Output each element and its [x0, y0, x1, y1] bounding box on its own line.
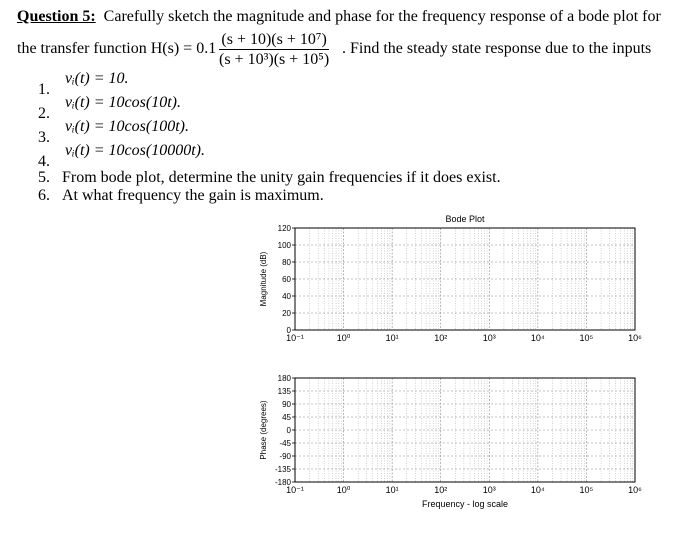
item-text: vᵢ(t) = 10cos(10t). [65, 94, 181, 111]
transfer-function-fraction [219, 30, 329, 69]
phase-x-tick-label: 10⁶ [628, 485, 642, 495]
phase-x-tick-label: 10³ [482, 485, 496, 495]
fraction-denominator: (s + 10³)(s + 10⁵) [219, 51, 330, 68]
list-item [38, 169, 501, 187]
phase-x-tick-label: 10⁵ [579, 485, 594, 495]
phase-y-tick-label: 180 [277, 374, 291, 383]
bode-plot [255, 210, 655, 515]
item-text: At what frequency the gain is maximum. [62, 187, 324, 204]
magnitude-y-tick-label: 60 [282, 275, 291, 284]
phase-y-tick-label: -180 [274, 478, 291, 487]
phase-y-tick-label: 90 [282, 400, 291, 409]
magnitude-chart-title: Bode Plot [445, 214, 485, 224]
list-item [38, 142, 205, 170]
magnitude-x-tick-label: 10⁶ [628, 333, 642, 343]
item-number: 2. [38, 105, 50, 122]
transfer-function-prefix: the transfer function H(s) = 0.1 [17, 40, 217, 57]
magnitude-x-tick-label: 10⁵ [579, 333, 594, 343]
question-label: Question 5: [17, 8, 96, 25]
phase-x-tick-label: 10¹ [385, 485, 399, 495]
item-number: 4. [38, 153, 50, 170]
item-text: vᵢ(t) = 10cos(10000t). [65, 142, 205, 159]
phase-x-axis-label: Frequency - log scale [421, 499, 509, 509]
phase-y-tick-label: -45 [279, 439, 291, 448]
phase-y-tick-label: 135 [277, 387, 291, 396]
item-text: vᵢ(t) = 10cos(100t). [65, 118, 189, 135]
list-item [38, 187, 324, 205]
item-text: vᵢ(t) = 10. [65, 70, 129, 87]
magnitude-x-tick-label: 10¹ [385, 333, 399, 343]
magnitude-y-tick-label: 0 [286, 326, 291, 335]
magnitude-y-tick-label: 40 [282, 292, 291, 301]
list-item [38, 94, 181, 122]
phase-x-tick-label: 10² [434, 485, 448, 495]
item-text: From bode plot, determine the unity gain frequencies if it does exist. [62, 169, 501, 186]
phase-y-tick-label: -90 [279, 452, 291, 461]
phase-x-tick-label: 10⁰ [336, 485, 351, 495]
item-number: 3. [38, 129, 50, 146]
phase-y-tick-label: 0 [286, 426, 291, 435]
magnitude-y-tick-label: 100 [277, 241, 291, 250]
question-intro: Carefully sketch the magnitude and phase for the frequency response of a bode plot for [103, 8, 661, 25]
phase-y-tick-label: -135 [274, 465, 291, 474]
magnitude-x-tick-label: 10⁻¹ [286, 333, 304, 343]
transfer-function-suffix: . Find the steady state response due to the inputs [342, 40, 652, 57]
magnitude-x-tick-label: 10² [434, 333, 448, 343]
item-number: 6. [38, 187, 50, 204]
item-number: 1. [38, 81, 50, 98]
phase-y-axis-label: Phase (degrees) [259, 400, 268, 460]
phase-x-tick-label: 10⁴ [530, 485, 545, 495]
list-item [38, 118, 189, 146]
magnitude-y-tick-label: 80 [282, 258, 291, 267]
magnitude-y-axis-label: Magnitude (dB) [259, 251, 268, 307]
phase-x-tick-label: 10⁻¹ [286, 485, 304, 495]
list-item [38, 70, 129, 98]
magnitude-x-tick-label: 10⁰ [336, 333, 351, 343]
magnitude-y-tick-label: 120 [277, 224, 291, 233]
magnitude-y-tick-label: 20 [282, 309, 291, 318]
magnitude-x-tick-label: 10³ [482, 333, 496, 343]
magnitude-x-tick-label: 10⁴ [530, 333, 545, 343]
phase-y-tick-label: 45 [282, 413, 291, 422]
fraction-numerator: (s + 10)(s + 10⁷) [219, 30, 329, 50]
item-number: 5. [38, 169, 50, 186]
question-line-1 [17, 8, 661, 26]
